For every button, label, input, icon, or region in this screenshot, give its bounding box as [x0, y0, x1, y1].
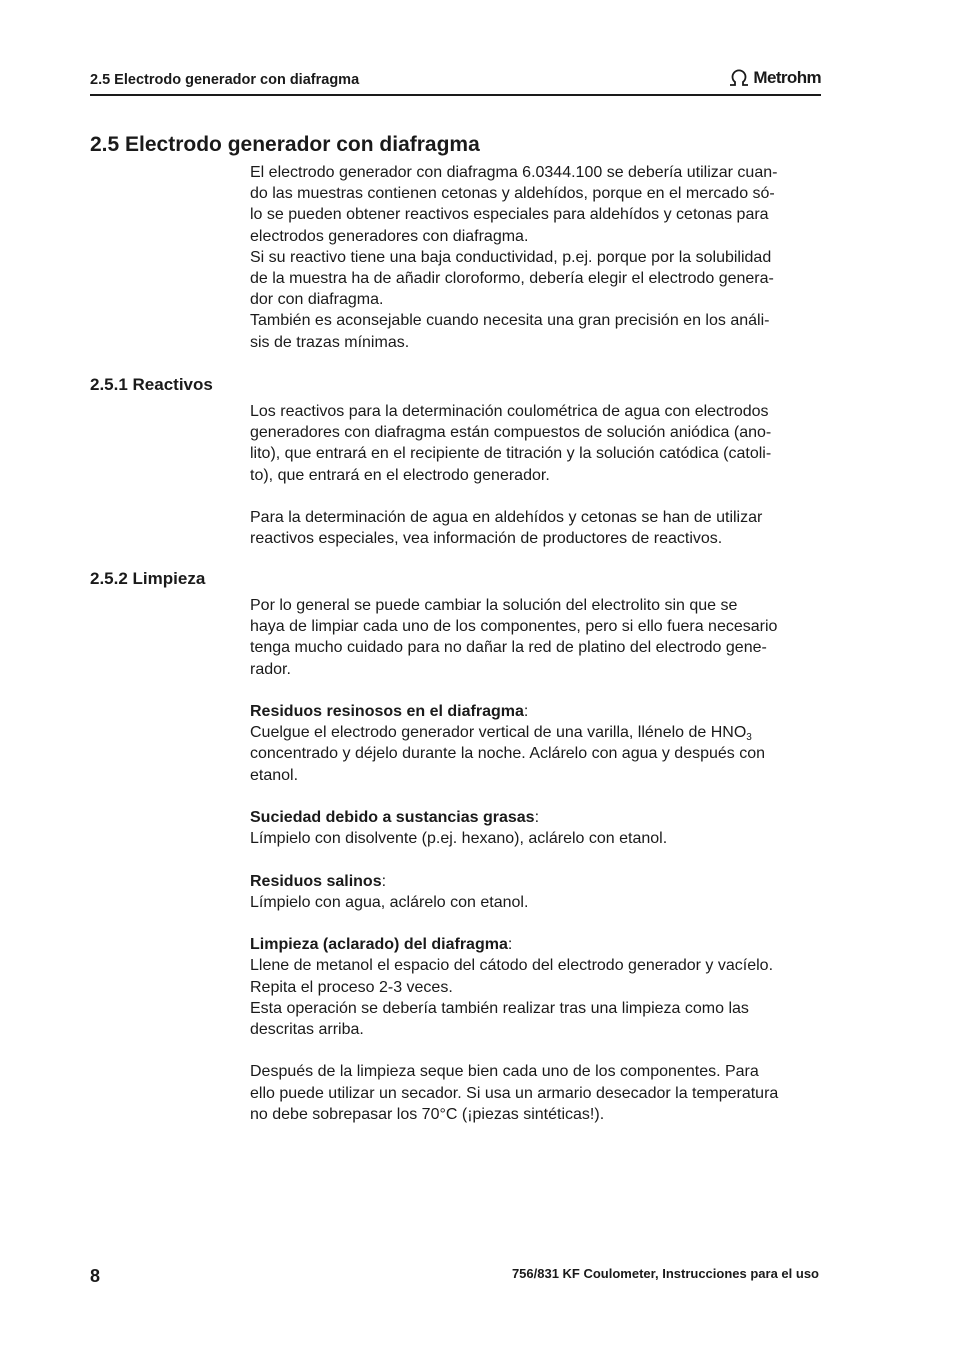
text-line: concentrado y déjelo durante la noche. Aclárelo con agua y después con [250, 745, 766, 763]
text-line: Llene de metanol el espacio del cátodo del electrodo generador y vacíelo. [250, 957, 774, 975]
text-line: ello puede utilizar un secador. Si usa un armario desecador la temperatura [250, 1084, 779, 1102]
subheading-text: Residuos resinosos en el diafragma [250, 703, 524, 720]
text-line: tenga mucho cuidado para no dañar la red de platino del electrodo gene- [250, 639, 767, 657]
footer-document-title: 756/831 KF Coulometer, Instrucciones para el uso [511, 1266, 819, 1281]
text-line: rador. [250, 660, 291, 678]
subheading-aclarado: Limpieza (aclarado) del diafragma: [250, 936, 513, 954]
text-line: descritas arriba. [250, 1021, 364, 1038]
text-line: reactivos especiales, vea información de productores de reactivos. [250, 530, 723, 548]
text-line: El electrodo generador con diafragma 6.0344.100 se debería utilizar cuan- [250, 164, 778, 181]
section-body [250, 162, 822, 353]
subheading-text: Limpieza (aclarado) del diafragma [250, 936, 508, 954]
text-line: to), que entrará en el electrodo generador. [250, 466, 550, 484]
text-line: lito), que entrará en el recipiente de titración y la solución catódica (catoli- [250, 445, 772, 463]
subheading-salinos: Residuos salinos: [250, 872, 387, 890]
subheading-resinosos: Residuos resinosos en el diafragma: [250, 703, 529, 720]
text-line: de la muestra ha de añadir cloroformo, debería elegir el electrodo genera- [250, 270, 774, 288]
text-line: dor con diafragma. [250, 291, 384, 309]
reactivos-body [250, 401, 822, 549]
text-line: electrodos generadores con diafragma. [250, 227, 529, 245]
section-heading: 2.5 Electrodo generador con diafragma [90, 133, 480, 156]
text-line: lo se pueden obtener reactivos especiales para aldehídos y cetonas para [250, 206, 769, 224]
text-line: no debe sobrepasar los 70°C (¡piezas sintéticas!). [250, 1105, 605, 1123]
page-number: 8 [90, 1266, 101, 1286]
text-span: Cuelgue el electrodo generador vertical de una varilla, llénelo de HNO [250, 724, 747, 742]
subscript: 3 [746, 732, 752, 744]
reactivos-heading: 2.5.1 Reactivos [90, 375, 213, 394]
subheading-text: Residuos salinos [250, 872, 382, 890]
text-line: Después de la limpieza seque bien cada uno de los componentes. Para [250, 1063, 759, 1081]
text-line: Esta operación se debería también realizar tras una limpieza como las [250, 999, 749, 1017]
header-title: 2.5 Electrodo generador con diafragma [90, 72, 360, 88]
text-line: Límpielo con agua, aclárelo con etanol. [250, 893, 529, 911]
limpieza-heading: 2.5.2 Limpieza [90, 569, 206, 588]
text-line: sis de trazas mínimas. [250, 333, 410, 351]
text-line: do las muestras contienen cetonas y aldehídos, porque en el mercado só- [250, 185, 775, 203]
text-line: Repita el proceso 2-3 veces. [250, 978, 453, 996]
text-line: También es aconsejable cuando necesita una gran precisión en los análi- [250, 312, 770, 330]
metrohm-omega-logo-icon [728, 69, 750, 87]
text-line: etanol. [250, 766, 299, 784]
text-line: Para la determinación de agua en aldehídos y cetonas se han de utilizar [250, 509, 763, 526]
subheading-text: Suciedad debido a sustancias grasas [250, 809, 535, 826]
text-line [250, 722, 822, 743]
text-line: Los reactivos para la determinación coulométrica de agua con electrodos [250, 403, 769, 420]
text-line: Por lo general se puede cambiar la solución del electrolito sin que se [250, 597, 738, 614]
text-line: haya de limpiar cada uno de los componentes, pero si ello fuera necesario [250, 618, 778, 636]
subheading-grasas: Suciedad debido a sustancias grasas: [250, 809, 540, 826]
logo-text: Metrohm [753, 68, 821, 87]
text-line: generadores con diafragma están compuestos de solución aniódica (ano- [250, 424, 772, 442]
limpieza-body [250, 595, 822, 1125]
text-line: Límpielo con disolvente (p.ej. hexano), aclárelo con etanol. [250, 830, 668, 848]
page-header [90, 64, 821, 96]
metrohm-logo [728, 68, 821, 88]
text-line: Si su reactivo tiene una baja conductividad, p.ej. porque por la solubilidad [250, 248, 772, 266]
